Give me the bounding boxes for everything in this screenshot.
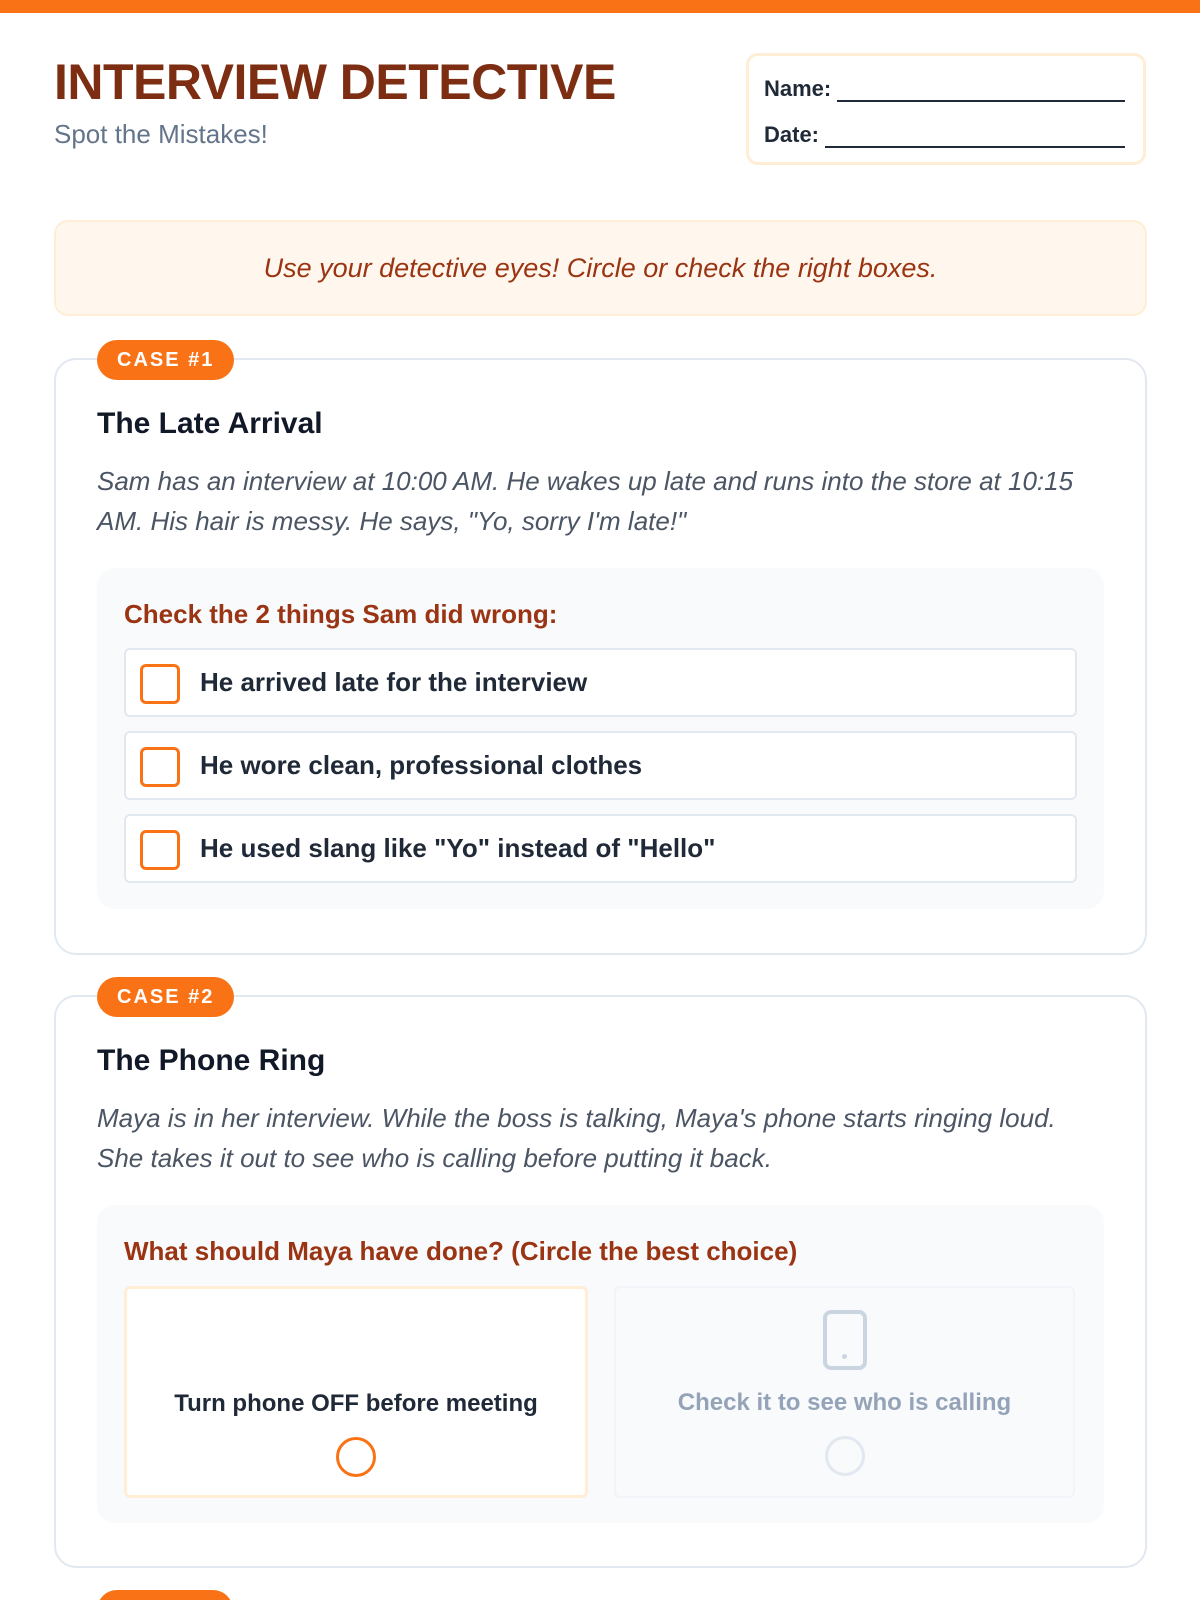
checklist-item[interactable] (124, 648, 1077, 717)
case-tag-2: CASE #2 (97, 977, 234, 1017)
name-field[interactable] (837, 82, 1125, 102)
phone-icon (823, 1310, 867, 1370)
name-date-box (746, 53, 1146, 165)
page-title: INTERVIEW DETECTIVE (54, 54, 616, 110)
name-label: Name: (764, 76, 832, 101)
case-title-2: The Phone Ring (97, 1044, 326, 1077)
checklist-item-label: He wore clean, professional clothes (200, 750, 643, 780)
choice-option-turn-off[interactable] (124, 1286, 588, 1498)
instructions-banner: Use your detective eyes! Circle or check the right boxes. (54, 220, 1147, 316)
case-story-2: Maya is in her interview. While the boss is talking, Maya's phone starts ringing loud. She takes it out to see who is calling before putting it back. (97, 1103, 1056, 1173)
case-tag-next (97, 1590, 233, 1600)
checklist-item[interactable] (124, 731, 1077, 800)
checkbox[interactable] (140, 664, 180, 704)
date-field[interactable] (825, 128, 1125, 148)
page-subtitle: Spot the Mistakes! (54, 119, 268, 149)
case-task-2 (97, 1205, 1104, 1523)
checkbox[interactable] (140, 747, 180, 787)
choice-label: Turn phone OFF before meeting (174, 1390, 538, 1417)
case-tag-1: CASE #1 (97, 340, 234, 380)
case-story-1: Sam has an interview at 10:00 AM. He wakes up late and runs into the store at 10:15 AM. His hair is messy. He says, "Yo, sorry I'm late!" (97, 466, 1074, 536)
case-title-1: The Late Arrival (97, 407, 323, 440)
checklist-item-label: He used slang like "Yo" instead of "Hello" (200, 833, 716, 863)
date-label: Date: (764, 122, 820, 147)
case-question-2: What should Maya have done? (Circle the best choice) (124, 1236, 798, 1266)
choice-circle[interactable] (825, 1436, 865, 1476)
top-accent-bar (0, 0, 1200, 13)
choice-circle[interactable] (336, 1437, 376, 1477)
checkbox[interactable] (140, 830, 180, 870)
name-row (764, 76, 1125, 102)
checklist-item[interactable] (124, 814, 1077, 883)
checklist-item-label: He arrived late for the interview (200, 667, 588, 697)
case-question-1: Check the 2 things Sam did wrong: (124, 599, 558, 629)
case-task-1 (97, 568, 1104, 909)
choice-label: Check it to see who is calling (677, 1389, 1012, 1416)
date-row (764, 122, 1125, 148)
choice-option-check-phone[interactable] (614, 1286, 1075, 1498)
